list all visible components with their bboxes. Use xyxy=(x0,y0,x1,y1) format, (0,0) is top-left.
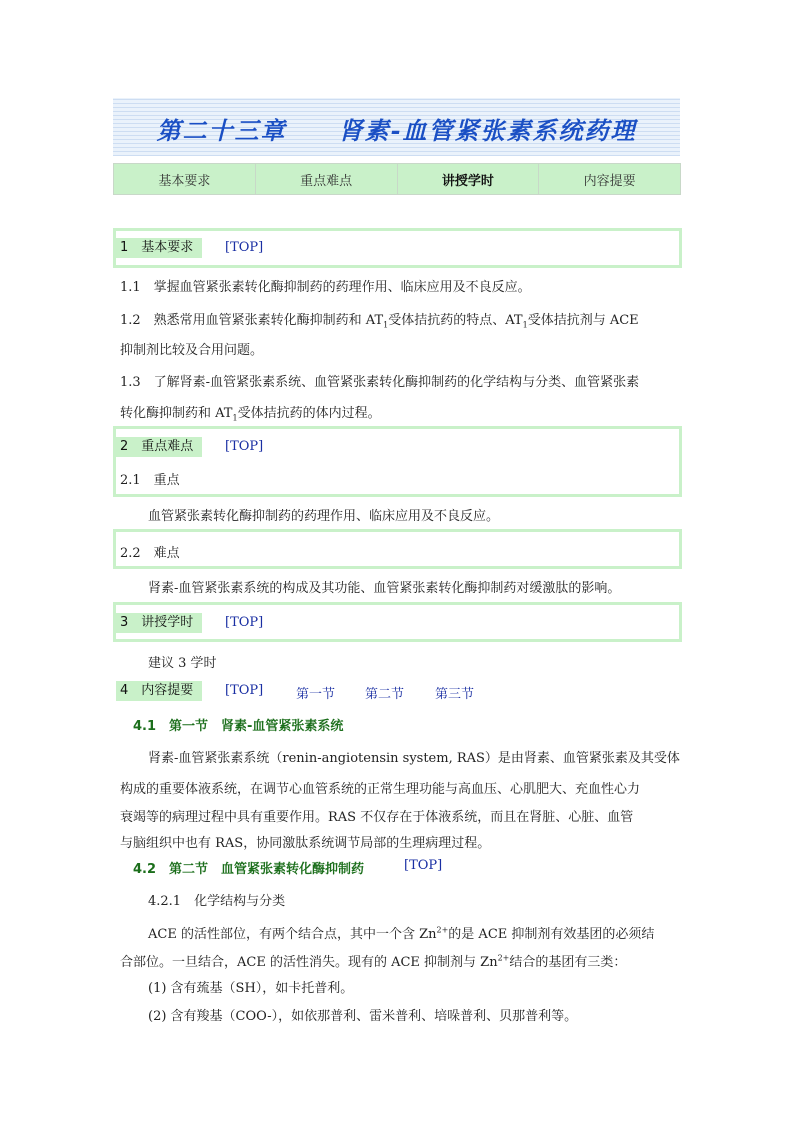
ace-para-line-1: ACE 的活性部位，有两个结合点，其中一个含 $Zn^{2+}$的是 ACE 抑制剂有效基团的必须结 xyxy=(148,925,655,942)
nav-content-summary[interactable]: 内容提要 xyxy=(539,164,681,195)
item-1-3-cont: 转化酶抑制药和 $AT_1$受体拮抗药的体内过程。 xyxy=(120,406,381,423)
nav-teaching-hours[interactable]: 讲授学时 xyxy=(398,164,540,195)
section-4-heading: 4 内容提要 xyxy=(116,681,202,701)
sub-2-2-box xyxy=(113,529,682,569)
top-link-5[interactable]: [TOP] xyxy=(404,858,443,873)
top-link-2[interactable]: [TOP] xyxy=(225,439,264,454)
nav-table xyxy=(113,163,681,195)
ace-list-item-1: (1) 含有巯基（SH），如卡托普利。 xyxy=(148,981,354,996)
section-4-1-para-line-4: 与脑组织中也有 RAS，协同激肽系统调节局部的生理病理过程。 xyxy=(120,836,491,851)
item-1-2: 1.2 熟悉常用血管紧张素转化酶抑制药和 $AT_1$受体拮抗药的特点、$AT_1$受体拮抗剂与 ACE xyxy=(120,313,639,330)
item-1-2-cont: 抑制剂比较及合用问题。 xyxy=(120,343,264,358)
difficult-points-text: 肾素-血管紧张素系统的构成及其功能、血管紧张素转化酶抑制药对缓激肽的影响。 xyxy=(148,581,621,596)
chapter-title: 第二十三章 肾素-血管紧张素系统药理 xyxy=(156,116,637,145)
key-points-text: 血管紧张素转化酶抑制药的药理作用、临床应用及不良反应。 xyxy=(148,509,500,524)
link-section-2[interactable]: 第二节 xyxy=(365,687,405,702)
section-4-2-title: 4.2 第二节 血管紧张素转化酶抑制药 xyxy=(133,862,365,877)
item-1-3: 1.3 了解肾素-血管紧张素系统、血管紧张素转化酶抑制药的化学结构与分类、血管紧张素 xyxy=(120,375,640,390)
section-4-1-title: 4.1 第一节 肾素-血管紧张素系统 xyxy=(133,719,344,734)
link-section-1[interactable]: 第一节 xyxy=(296,687,336,702)
teaching-hours-text: 建议 3 学时 xyxy=(148,656,217,671)
section-2-heading: 2 重点难点 xyxy=(116,437,202,457)
sub-4-2-1: 4.2.1 化学结构与分类 xyxy=(148,894,286,909)
section-4-1-para-line-1: 肾素-血管紧张素系统（renin-angiotensin system, RAS）是由肾素、血管紧张素及其受体 xyxy=(148,751,680,766)
top-link-1[interactable]: [TOP] xyxy=(225,240,264,255)
nav-key-points[interactable]: 重点难点 xyxy=(256,164,398,195)
section-1-heading: 1 基本要求 xyxy=(116,238,202,258)
ace-list-item-2: (2) 含有羧基（COO-），如依那普利、雷米普利、培哚普利、贝那普利等。 xyxy=(148,1009,578,1024)
top-link-3[interactable]: [TOP] xyxy=(225,615,264,630)
section-3-heading: 3 讲授学时 xyxy=(116,613,202,633)
chapter-banner xyxy=(113,98,680,156)
nav-basic-requirements[interactable]: 基本要求 xyxy=(114,164,256,195)
ace-para-line-2: 合部位。一旦结合，ACE 的活性消失。现有的 ACE 抑制剂与 $Zn^{2+}$结合的基团有三类： xyxy=(120,953,627,970)
section-4-1-para-line-3: 衰竭等的病理过程中具有重要作用。RAS 不仅存在于体液系统，而且在肾脏、心脏、血管 xyxy=(120,810,634,825)
section-4-1-para-line-2: 构成的重要体液系统，在调节心血管系统的正常生理功能与高血压、心肌肥大、充血性心力 xyxy=(120,782,641,797)
item-1-1: 1.1 掌握血管紧张素转化酶抑制药的药理作用、临床应用及不良反应。 xyxy=(120,280,531,295)
top-link-4[interactable]: [TOP] xyxy=(225,683,264,698)
sub-2-2: 2.2 难点 xyxy=(120,546,180,561)
link-section-3[interactable]: 第三节 xyxy=(435,687,475,702)
sub-2-1: 2.1 重点 xyxy=(120,473,180,488)
